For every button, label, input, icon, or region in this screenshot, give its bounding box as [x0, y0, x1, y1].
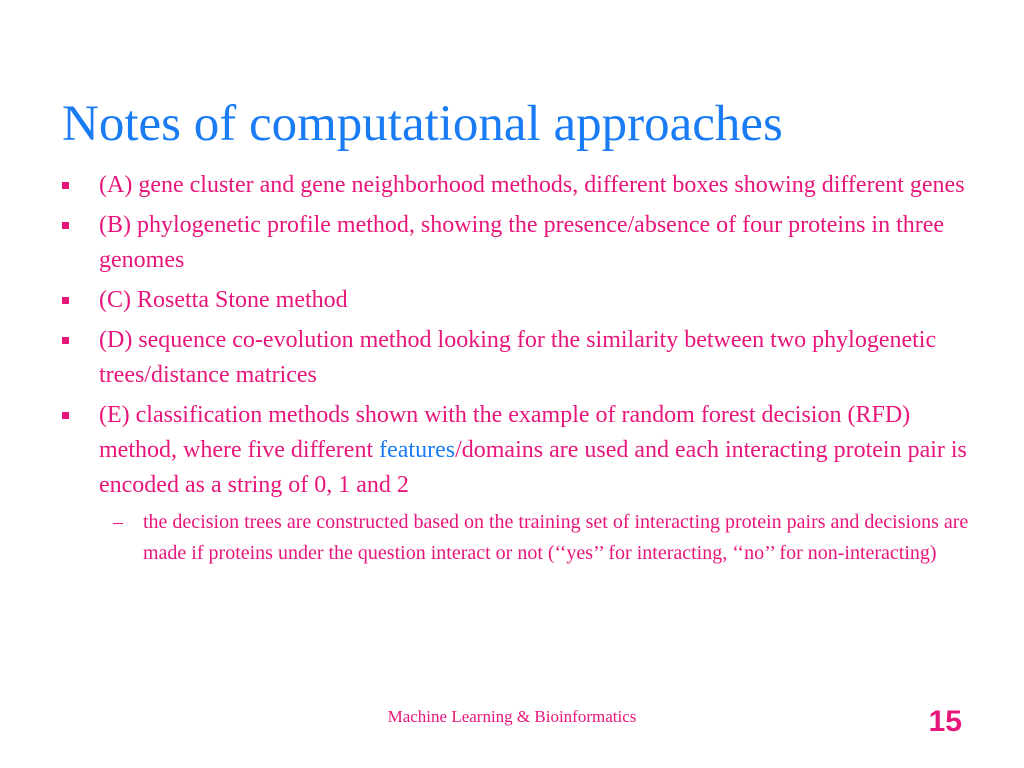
square-bullet-icon: [62, 337, 69, 344]
bullet-text: (C) Rosetta Stone method: [99, 287, 348, 313]
bullet-text: (B) phylogenetic profile method, showing the presence/absence of four proteins in three genomes: [99, 212, 945, 273]
bullet-item-c: [62, 283, 972, 318]
features-highlight: features: [379, 437, 456, 463]
page-number: 15: [928, 705, 962, 738]
square-bullet-icon: [62, 297, 69, 304]
bullet-text: (D) sequence co-evolution method looking for the similarity between two phylogenetic trees/distance matrices: [99, 327, 937, 388]
bullet-item-b: [62, 208, 972, 278]
slide-title: Notes of computational approaches: [62, 96, 783, 152]
square-bullet-icon: [62, 412, 69, 419]
sub-bullet-list: [99, 507, 972, 569]
bullet-item-d: [62, 323, 972, 393]
bullet-list: [62, 168, 972, 574]
square-bullet-icon: [62, 222, 69, 229]
bullet-item-e: [62, 398, 972, 569]
square-bullet-icon: [62, 182, 69, 189]
dash-bullet-icon: –: [113, 511, 123, 533]
slide-footer: Machine Learning & Bioinformatics: [387, 707, 637, 726]
bullet-text-after: /domains are used and each interacting protein pair is encoded as a string of 0, 1 and 2: [99, 437, 967, 498]
sub-bullet-text: the decision trees are constructed based on the training set of interacting protein pairs and decisions are made if proteins under the question interact or not (‘‘yes’’ for interacting, ‘‘no’’ for non-interacting): [143, 511, 969, 564]
bullet-item-a: [62, 168, 972, 203]
bullet-text-before: (E) classification methods shown with the example of random forest decision (RFD) method, where five different: [99, 402, 911, 463]
bullet-text: (A) gene cluster and gene neighborhood methods, different boxes showing different genes: [99, 172, 965, 198]
sub-bullet-item: [99, 507, 972, 569]
